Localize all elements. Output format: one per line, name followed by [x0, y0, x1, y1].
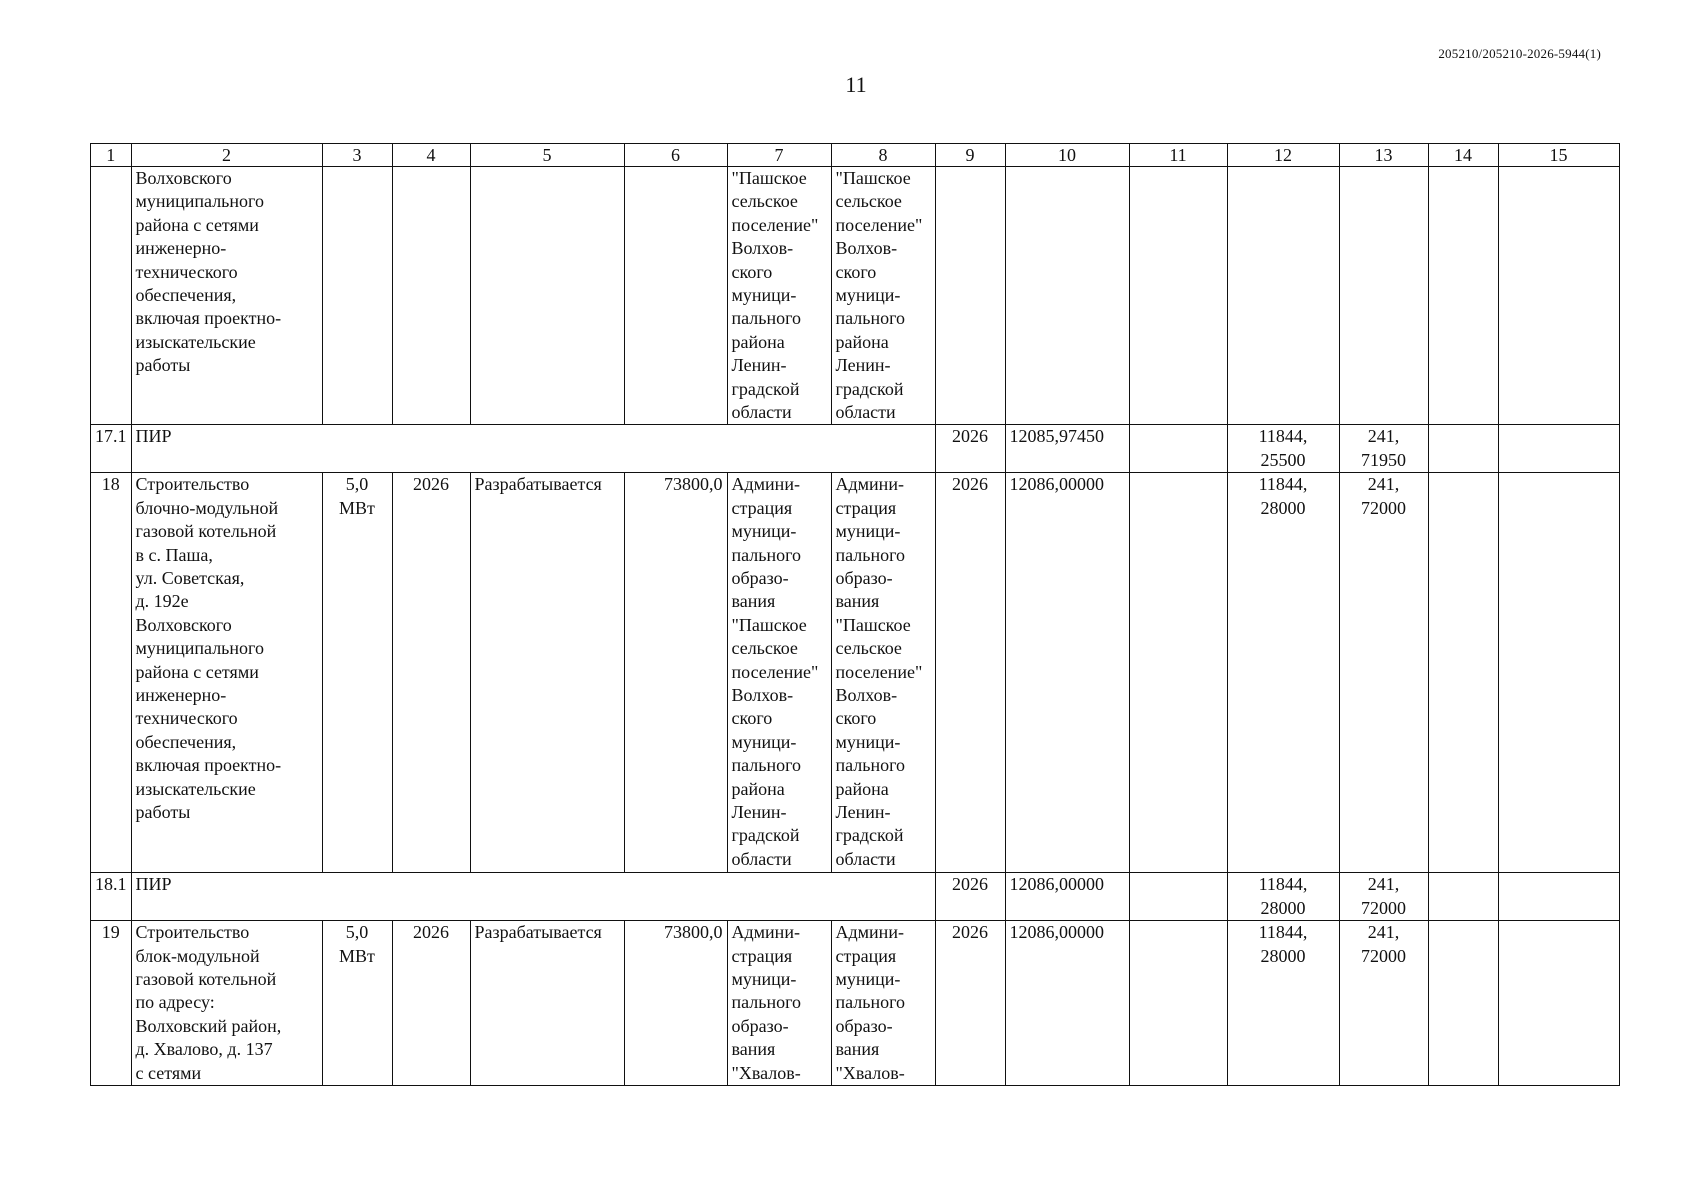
column-header: 4	[392, 144, 470, 167]
developer-cell: Админи- страция муници- пального образо- вания "Хвалов-	[831, 921, 935, 1086]
table-row-19	[91, 921, 1620, 1086]
col11-cell	[1129, 167, 1227, 425]
col13-cell: 241, 71950	[1339, 425, 1428, 473]
year-cell: 2026	[935, 425, 1005, 473]
year-cell: 2026	[935, 921, 1005, 1086]
object-name-cell: ПИР	[131, 873, 935, 921]
object-name-cell: Строительство блочно-модульной газовой котельной в с. Паша, ул. Советская, д. 192е Волховского муниципального района с сетями инженерно- технического обеспечения, включая проектно- изыскательские работы	[131, 473, 322, 873]
col13-cell: 241, 72000	[1339, 473, 1428, 873]
col13-cell	[1339, 167, 1428, 425]
column-header: 12	[1227, 144, 1339, 167]
col12-cell: 11844, 28000	[1227, 473, 1339, 873]
column-header: 10	[1005, 144, 1129, 167]
col11-cell	[1129, 425, 1227, 473]
column-header: 11	[1129, 144, 1227, 167]
col14-cell	[1428, 425, 1498, 473]
object-name-cell: Строительство блок-модульной газовой котельной по адресу: Волховский район, д. Хвалово, д. 137 с сетями	[131, 921, 322, 1086]
table-row-continuation	[91, 167, 1620, 425]
column-header: 15	[1498, 144, 1619, 167]
col15-cell	[1498, 425, 1619, 473]
customer-cell: "Пашское сельское поселение" Волхов- ского муници- пального района Ленин- градской области	[727, 167, 831, 425]
total-cell: 12086,00000	[1005, 873, 1129, 921]
total-cell	[1005, 167, 1129, 425]
col12-cell: 11844, 28000	[1227, 921, 1339, 1086]
plan-year-cell	[392, 167, 470, 425]
col15-cell	[1498, 873, 1619, 921]
column-header: 9	[935, 144, 1005, 167]
col13-cell: 241, 72000	[1339, 873, 1428, 921]
row-number-cell: 18.1	[91, 873, 132, 921]
column-header: 14	[1428, 144, 1498, 167]
col12-cell: 11844, 28000	[1227, 873, 1339, 921]
row-number-cell	[91, 167, 132, 425]
plan-year-cell: 2026	[392, 921, 470, 1086]
status-cell	[470, 167, 624, 425]
col14-cell	[1428, 921, 1498, 1086]
column-header: 13	[1339, 144, 1428, 167]
column-header: 6	[624, 144, 727, 167]
col14-cell	[1428, 473, 1498, 873]
document-id: 205210/205210-2026-5944(1)	[1438, 46, 1601, 61]
developer-cell: "Пашское сельское поселение" Волхов- ского муници- пального района Ленин- градской области	[831, 167, 935, 425]
status-cell: Разрабатывается	[470, 921, 624, 1086]
col11-cell	[1129, 921, 1227, 1086]
col12-cell: 11844, 25500	[1227, 425, 1339, 473]
column-header: 2	[131, 144, 322, 167]
column-header: 5	[470, 144, 624, 167]
customer-cell: Админи- страция муници- пального образо- вания "Хвалов-	[727, 921, 831, 1086]
total-cell: 12085,97450	[1005, 425, 1129, 473]
customer-cell: Админи- страция муници- пального образо- вания "Пашское сельское поселение" Волхов- ского муници- пального района Ленин- градской области	[727, 473, 831, 873]
row-number-cell: 18	[91, 473, 132, 873]
object-name-cell: ПИР	[131, 425, 935, 473]
column-header: 3	[322, 144, 392, 167]
col12-cell	[1227, 167, 1339, 425]
page-number: 11	[845, 72, 867, 97]
column-header: 8	[831, 144, 935, 167]
cost-cell: 73800,0	[624, 473, 727, 873]
col15-cell	[1498, 921, 1619, 1086]
col14-cell	[1428, 167, 1498, 425]
row-number-cell: 17.1	[91, 425, 132, 473]
total-cell: 12086,00000	[1005, 473, 1129, 873]
cost-cell	[624, 167, 727, 425]
capacity-cell: 5,0 МВт	[322, 921, 392, 1086]
plan-year-cell: 2026	[392, 473, 470, 873]
data-table	[90, 143, 1620, 1086]
col11-cell	[1129, 473, 1227, 873]
cost-cell: 73800,0	[624, 921, 727, 1086]
col15-cell	[1498, 473, 1619, 873]
col11-cell	[1129, 873, 1227, 921]
year-cell	[935, 167, 1005, 425]
table-row-17-1	[91, 425, 1620, 473]
column-number-row	[91, 144, 1620, 167]
col15-cell	[1498, 167, 1619, 425]
column-header: 1	[91, 144, 132, 167]
capacity-cell: 5,0 МВт	[322, 473, 392, 873]
column-header: 7	[727, 144, 831, 167]
total-cell: 12086,00000	[1005, 921, 1129, 1086]
table-row-18	[91, 473, 1620, 873]
table-row-18-1	[91, 873, 1620, 921]
col14-cell	[1428, 873, 1498, 921]
developer-cell: Админи- страция муници- пального образо- вания "Пашское сельское поселение" Волхов- ского муници- пального района Ленин- градской области	[831, 473, 935, 873]
capacity-cell	[322, 167, 392, 425]
year-cell: 2026	[935, 873, 1005, 921]
year-cell: 2026	[935, 473, 1005, 873]
status-cell: Разрабатывается	[470, 473, 624, 873]
object-name-cell: Волховского муниципального района с сетями инженерно- технического обеспечения, включая проектно- изыскательские работы	[131, 167, 322, 425]
row-number-cell: 19	[91, 921, 132, 1086]
col13-cell: 241, 72000	[1339, 921, 1428, 1086]
